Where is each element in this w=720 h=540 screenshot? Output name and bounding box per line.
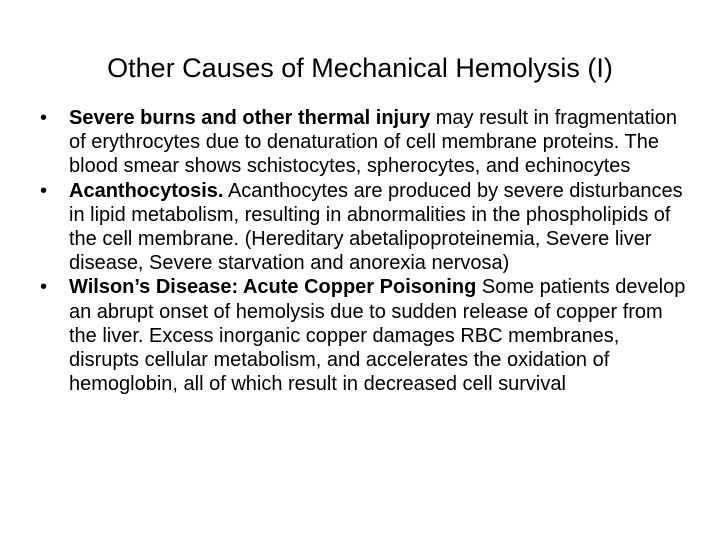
bullet-item-thermal-injury xyxy=(36,106,686,179)
bullet-heading: Acanthocytosis. xyxy=(69,179,224,202)
bullet-text: Acanthocytes are produced by severe disturbances in lipid metabolism, resulting in abnormalities in the phospholipids of the cell membrane. (Hereditary abetalipoproteinemia, Severe liver disease, Severe starvation and anorexia nervosa) xyxy=(69,179,683,275)
bullet-item-wilsons-disease xyxy=(36,275,686,396)
bullet-dot-icon: • xyxy=(40,107,48,129)
slide-title: Other Causes of Mechanical Hemolysis (I) xyxy=(107,53,613,83)
bullet-text: Some patients develop an abrupt onset of hemolysis due to sudden release of copper from the liver. Excess inorganic copper damages RBC membranes, disrupts cellular metabolism, and accelerates the oxidation of hemoglobin, all of which result in decreased cell survival xyxy=(69,276,686,396)
bullet-dot-icon: • xyxy=(40,179,48,202)
bullet-text: may result in fragmentation of erythrocytes due to denaturation of cell membrane proteins. The blood smear shows schistocytes, spherocytes, and echinocytes xyxy=(69,107,677,178)
bullet-heading: Wilson’s Disease: Acute Copper Poisoning xyxy=(69,276,477,299)
bullet-dot-icon: • xyxy=(40,276,48,299)
bullet-item-acanthocytosis xyxy=(36,179,686,276)
bullet-heading: Severe burns and other thermal injury xyxy=(69,107,431,129)
bullet-list xyxy=(36,106,686,396)
